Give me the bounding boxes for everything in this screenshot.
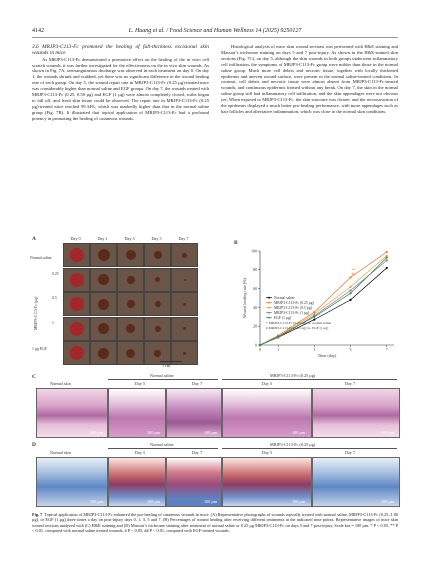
group-label-treated: MRJP3-C113-Fc (0.25 µg) [270, 442, 316, 447]
x-tick-label: 5 [349, 347, 352, 352]
legend-label: Normal saline [274, 296, 295, 300]
y-tick-label: 60 [253, 286, 257, 291]
group-bracket [222, 448, 397, 449]
wound-spot [126, 250, 136, 260]
wound-photo [63, 268, 90, 292]
wound-photo [144, 317, 171, 341]
legend-marker [268, 307, 270, 309]
legend-label: MRJP3-C113-Fc (0.5 µg) [274, 306, 312, 310]
day-header: Day 0 [70, 236, 81, 241]
panel-c-letter: C [32, 374, 36, 380]
data-point [313, 313, 315, 315]
wound-photo [171, 292, 198, 316]
y-tick-label: 40 [253, 304, 257, 310]
row-label-dose: 1 [52, 321, 54, 325]
data-point [349, 292, 351, 294]
left-column [32, 44, 209, 122]
scale-label: 100 µm [292, 430, 305, 435]
data-point [386, 259, 388, 261]
normal-skin-label: Normal skin [50, 381, 71, 386]
data-point [386, 267, 388, 269]
legend-marker [268, 312, 270, 314]
x-axis-label: Time (day) [317, 353, 337, 358]
wound-photo [63, 243, 90, 267]
header-rule [32, 37, 398, 38]
wound-spot [155, 277, 160, 282]
wound-spot [70, 248, 84, 262]
legend-note: * MRJP3-C113-Fc (0.25 µg) vs. normal saline [266, 321, 332, 325]
wound-photo [90, 341, 117, 365]
y-axis-label: Wound healing rate (%) [242, 277, 247, 319]
day-label: Day 5 [262, 450, 273, 455]
legend-marker [268, 297, 270, 299]
wound-spot [155, 301, 161, 307]
day-header: Day 3 [124, 236, 135, 241]
day-label: Day 5 [135, 450, 146, 455]
wound-photo [144, 243, 171, 267]
normal-skin-label: Normal skin [50, 450, 71, 455]
body-paragraph-right: Histological analysis of mice skin wound sections was performed with H&E staining and Masson’s trichrome staining on days 5 and 7 post-injury. As shown in the H&E-stained skin sections (Fig. 7C), on day 5, although the skin wounds in both groups underwent inflammatory cell infiltration, the symptoms of MRJP3-C113-Fc group were milder than those in the normal saline group. Much more cell debris and necrotic tissue, together with locally thickened epidermis and uneven wound surface, were present in the normal saline-treated conditions. In contrast, cell debris and necrotic tissue were almost absent from MRJP3-C113-Fc-treated wounds, and continuous epidermis formed without any break. On day 7, the skin in the normal saline group still had inflammatory cell infiltration, and the skin appendages were not obvious yet. When exposed to MRJP3-C113-Fc, the skin structure was clearer, and the reconstruction of the epidermis displayed a much better pro-healing performance, with more appendages such as hair follicles and alleviative inflammation, which was close to the normal skin conditions. [221, 44, 398, 114]
wound-spot [70, 346, 84, 360]
significance-mark: ** [351, 267, 356, 273]
legend-label: MRJP3-C113-Fc (1 µg) [274, 311, 310, 315]
y-tick-label: 0 [255, 342, 257, 348]
day-label: Day 5 [262, 381, 273, 386]
data-point [277, 335, 279, 337]
wound-spot [183, 303, 186, 306]
wound-spot [98, 274, 109, 285]
scale-label: 1 cm [162, 363, 171, 368]
right-column [221, 44, 398, 115]
legend-label: EGF (1 µg) [274, 316, 292, 320]
wound-spot [70, 273, 84, 287]
data-point [313, 316, 315, 318]
group-label-saline: Normal saline [150, 442, 174, 447]
scale-bar [160, 361, 182, 362]
y-tick-label: 20 [253, 323, 257, 329]
wound-photo [63, 317, 90, 341]
data-point [386, 251, 388, 253]
day-label: Day 7 [345, 381, 356, 386]
day-label: Day 5 [135, 381, 146, 386]
group-label-vertical: MRJP3-C113-Fc (µg) [34, 296, 38, 330]
journal-citation: L. Huang et al. / Food Science and Human Wellness 14 (2025) 9250127 [128, 28, 302, 34]
wound-spot [154, 251, 162, 259]
row-label-dose: 0.5 [52, 296, 57, 300]
data-point [349, 286, 351, 288]
row-label-saline: Normal saline [30, 256, 52, 260]
scale-label: 100 µm [381, 499, 394, 504]
page-number: 4142 [32, 28, 44, 34]
wound-photo [90, 268, 117, 292]
wound-spot [98, 348, 109, 359]
day-header: Day 7 [178, 236, 189, 241]
y-tick-label: 100 [251, 248, 257, 254]
body-paragraph-left: As MRJP3-C113-Fc demonstrated a promotive effect on the healing of the in vitro cell scratch wounds, it was further investigated for the effectiveness on the in vivo skin wounds. As shown in Fig. 7A, serosanguineous discharge was observed in each treatment on day 0. On day 1, the wounds shrunk and scabbed, yet there was no significant difference in the wound healing rate of each group. On day 5, the wound repair rate in MRJP3-C113-Fc (0.25 µg)-treated mice was considerably higher than normal saline and EGF groups. On day 7, the wounds treated with MRJP3-C113-Fc (0.25, 0.50 µg) and EGF (1 µg) were almost completely closed, scabs began to fall off, and fresh skin tissue could be observed. The repair rate in MRJP3-C113-Fc (0.25 µg)-treated mice reached 99.34%, which was markedly higher than that in the normal saline group (Fig. 7B). It illustrated that topical application of MRJP3-C113-Fc had a profound potency in promoting the healing of cutaneous wounds. [32, 56, 209, 121]
data-point [386, 255, 388, 257]
data-point [313, 311, 315, 313]
legend-marker [268, 302, 270, 304]
scale-label: 100 µm [204, 430, 217, 435]
group-bracket [108, 448, 218, 449]
figure-caption [32, 512, 398, 534]
wound-photo [90, 317, 117, 341]
wound-photo [171, 268, 198, 292]
scale-label: 100 µm [90, 430, 103, 435]
wound-photo [171, 243, 198, 267]
row-label-dose: 0.25 [52, 272, 59, 276]
group-label-saline: Normal saline [150, 373, 174, 378]
data-point [386, 256, 388, 258]
scale-label: 100 µm [90, 499, 103, 504]
group-label-treated: MRJP3-C113-Fc (0.25 µg) [270, 373, 316, 378]
day-label: Day 7 [345, 450, 356, 455]
wound-photo [144, 292, 171, 316]
wound-spot [98, 249, 110, 261]
caption-text: Topical application of MRJP3-C113-Fc enhanced the pro-healing of cutaneous wounds in mice. (A) Representative photographs of wounds topically treated with normal saline, MRJP3-C113-Fc (0.25–1.00 µg), or EGF (1 µg) three times a day on post-injury days 0, 1, 3, 5 and 7. (B) Percentages of wound healing after receiving different treatments at the indicated time points. Representative images of mice skin wound sections analyzed with (C) H&E staining and (D) Masson’s trichrome staining after treatment of normal saline or 0.25 µg MRJP3-C113-Fc on days 5 and 7 post-injury. Scale bar = 100 µm. * P < 0.05, ** P < 0.01, compared with normal saline treated wounds; # P < 0.05, ## P < 0.01, compared with EGF-treated wounds. [32, 512, 398, 534]
running-header [32, 28, 398, 36]
wound-photo [171, 317, 198, 341]
significance-mark: ## [351, 272, 356, 277]
wound-spot [70, 322, 84, 336]
scale-label: 100 µm [147, 499, 160, 504]
wound-photo [117, 341, 144, 365]
x-tick-label: 1 [277, 347, 280, 352]
x-tick-label: 7 [385, 347, 388, 352]
data-point [349, 289, 351, 291]
panel-b-letter: B [234, 240, 238, 246]
x-tick-label: 3 [313, 347, 316, 352]
legend-note: # MRJP3-C113-Fc (0.25 µg) vs. EGF (1 µg) [266, 326, 329, 330]
wound-spot [98, 299, 109, 310]
legend-label: MRJP3-C113-Fc (0.25 µg) [274, 301, 314, 305]
wound-spot [183, 352, 186, 355]
wound-photo [63, 292, 90, 316]
data-point [349, 299, 351, 301]
wound-spot [155, 326, 161, 332]
wound-spot [126, 324, 135, 333]
day-label: Day 7 [192, 381, 203, 386]
x-tick-label: 0 [259, 347, 261, 352]
wound-photo [117, 317, 144, 341]
y-tick-label: 80 [253, 267, 257, 273]
wound-spot [127, 300, 135, 308]
group-bracket [222, 379, 397, 380]
wound-photo [117, 292, 144, 316]
legend-marker [268, 317, 270, 319]
wound-photo [90, 243, 117, 267]
wound-photo [117, 268, 144, 292]
wound-photo [63, 341, 90, 365]
data-point [259, 344, 261, 346]
wound-healing-chart [238, 245, 398, 360]
group-bracket [108, 379, 218, 380]
scale-label: 100 µm [292, 499, 305, 504]
wound-spot [154, 350, 161, 357]
section-title: 3.6 MRJP3-C113-Fc promoted the healing of full-thickness excisional skin wounds in mice [32, 44, 209, 57]
scale-label: 100 µm [381, 430, 394, 435]
caption-label: Fig. 7 [32, 512, 43, 517]
wound-spot [126, 349, 135, 358]
wound-spot [98, 323, 109, 334]
wound-spot [183, 327, 186, 330]
wound-spot [182, 253, 187, 258]
panel-d-letter: D [32, 442, 36, 448]
day-header: Day 5 [151, 236, 162, 241]
row-label-egf: 1 µg EGF [32, 347, 48, 351]
wound-photo [90, 292, 117, 316]
day-header: Day 1 [97, 236, 108, 241]
wound-photo [144, 268, 171, 292]
wound-spot [184, 279, 186, 281]
panel-a-letter: A [32, 236, 36, 242]
scale-label: 100 µm [204, 499, 217, 504]
scale-label: 100 µm [147, 430, 160, 435]
data-point [349, 276, 351, 278]
day-label: Day 7 [192, 450, 203, 455]
wound-spot [70, 297, 84, 311]
wound-photo [117, 243, 144, 267]
wound-spot [127, 276, 135, 284]
